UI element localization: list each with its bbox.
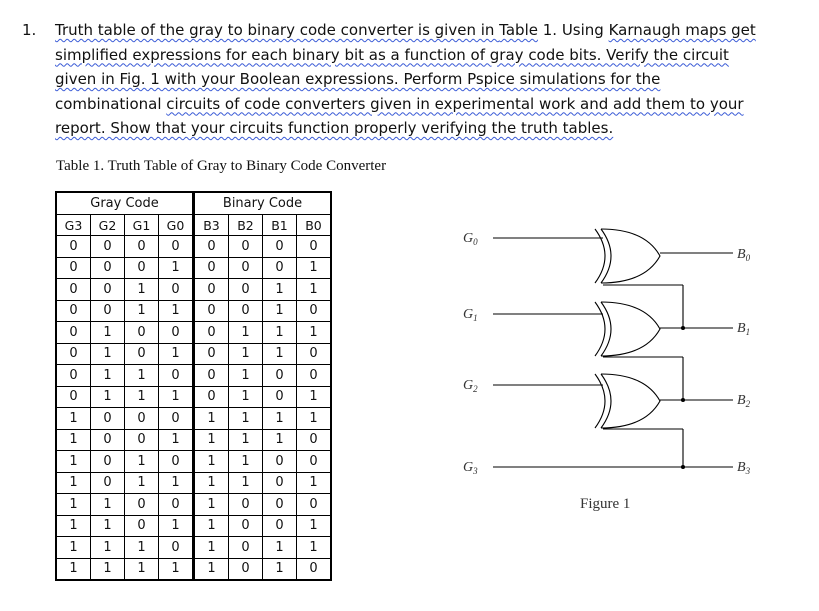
table-cell: 0 bbox=[125, 343, 159, 365]
table-cell: 1 bbox=[91, 365, 125, 387]
text-span: simplified expressions for each binary bit as a function of gray code bits. Verify the circuit bbox=[55, 45, 729, 64]
table-cell: 1 bbox=[159, 300, 194, 322]
table-cell: 1 bbox=[91, 386, 125, 408]
table-cell: 1 bbox=[159, 257, 194, 279]
table-cell: 0 bbox=[56, 322, 91, 344]
table-cell: 0 bbox=[297, 365, 332, 387]
table-cell: 0 bbox=[159, 365, 194, 387]
table-cell: 1 bbox=[56, 558, 91, 580]
table-cell: 0 bbox=[229, 515, 263, 537]
table-cell: 0 bbox=[56, 279, 91, 301]
table-cell: 1 bbox=[263, 343, 297, 365]
column-header: G0 bbox=[159, 215, 194, 236]
text-span: Karnaugh maps get bbox=[608, 21, 756, 39]
table-cell: 1 bbox=[297, 279, 332, 301]
column-header: B0 bbox=[297, 215, 332, 236]
table-cell: 1 bbox=[125, 451, 159, 473]
table-cell: 1 bbox=[229, 429, 263, 451]
table-cell: 1 bbox=[297, 386, 332, 408]
table-cell: 0 bbox=[91, 257, 125, 279]
table-cell: 1 bbox=[263, 322, 297, 344]
problem-line bbox=[55, 92, 805, 117]
table-cell: 1 bbox=[297, 472, 332, 494]
table-cell: 1 bbox=[125, 279, 159, 301]
table-cell: 0 bbox=[159, 236, 194, 258]
table-row bbox=[56, 257, 331, 279]
table-row bbox=[56, 515, 331, 537]
table-cell: 1 bbox=[194, 537, 229, 559]
problem-line bbox=[55, 116, 805, 141]
table-cell: 1 bbox=[159, 472, 194, 494]
text-span: given in Fig. 1 with your Boolean expressions. Perform Pspice simulations for the bbox=[55, 70, 661, 88]
table-cell: 1 bbox=[194, 494, 229, 516]
table-cell: 1 bbox=[263, 429, 297, 451]
table-cell: 0 bbox=[263, 472, 297, 494]
table-cell: 0 bbox=[194, 236, 229, 258]
figure-caption: Figure 1 bbox=[580, 496, 631, 512]
table-cell: 1 bbox=[56, 451, 91, 473]
table-cell: 1 bbox=[159, 429, 194, 451]
table-cell: 0 bbox=[125, 494, 159, 516]
table-cell: 1 bbox=[194, 515, 229, 537]
label-b3: $B_3$ bbox=[737, 460, 751, 476]
table-cell: 1 bbox=[56, 429, 91, 451]
table-cell: 0 bbox=[159, 279, 194, 301]
table-cell: 1 bbox=[56, 515, 91, 537]
table-cell: 1 bbox=[263, 558, 297, 580]
table-row bbox=[56, 322, 331, 344]
column-header: G3 bbox=[56, 215, 91, 236]
table-cell: 1 bbox=[159, 558, 194, 580]
table-cell: 0 bbox=[263, 236, 297, 258]
table-cell: 0 bbox=[125, 236, 159, 258]
table-cell: 1 bbox=[229, 408, 263, 430]
table-cell: 1 bbox=[229, 322, 263, 344]
table-cell: 1 bbox=[125, 558, 159, 580]
table-cell: 0 bbox=[159, 494, 194, 516]
table-cell: 1 bbox=[263, 279, 297, 301]
label-b2: $B_2$ bbox=[737, 393, 751, 409]
table-cell: 0 bbox=[229, 558, 263, 580]
table-cell: 0 bbox=[91, 236, 125, 258]
table-cell: 0 bbox=[263, 494, 297, 516]
table-cell: 0 bbox=[297, 558, 332, 580]
column-header: G1 bbox=[125, 215, 159, 236]
table-cell: 0 bbox=[125, 515, 159, 537]
table-cell: 0 bbox=[125, 408, 159, 430]
table-cell: 0 bbox=[194, 257, 229, 279]
table-cell: 0 bbox=[229, 279, 263, 301]
truth-table bbox=[55, 191, 332, 581]
table-row bbox=[56, 343, 331, 365]
text-span: Truth table of the gray to binary code converter is given in bbox=[55, 21, 500, 39]
table-cell: 0 bbox=[297, 236, 332, 258]
table-cell: 0 bbox=[56, 365, 91, 387]
table-row bbox=[56, 494, 331, 516]
xor-gate-0 bbox=[595, 229, 660, 283]
table-cell: 1 bbox=[194, 429, 229, 451]
xor-gate-2 bbox=[595, 374, 660, 428]
table-row bbox=[56, 236, 331, 258]
table-cell: 0 bbox=[263, 365, 297, 387]
table-cell: 0 bbox=[229, 236, 263, 258]
table-cell: 1 bbox=[297, 322, 332, 344]
table-cell: 1 bbox=[297, 537, 332, 559]
label-g0: $G_0$ bbox=[463, 231, 478, 247]
table-cell: 1 bbox=[91, 515, 125, 537]
table-cell: 0 bbox=[125, 429, 159, 451]
table-cell: 1 bbox=[91, 494, 125, 516]
table-cell: 0 bbox=[91, 300, 125, 322]
table-cell: 1 bbox=[125, 537, 159, 559]
table-cell: 1 bbox=[297, 515, 332, 537]
column-header: B3 bbox=[194, 215, 229, 236]
table-cell: 1 bbox=[159, 386, 194, 408]
table-cell: 0 bbox=[194, 365, 229, 387]
table-cell: 1 bbox=[159, 343, 194, 365]
table-cell: 0 bbox=[263, 451, 297, 473]
label-g3: $G_3$ bbox=[463, 460, 478, 476]
table-cell: 1 bbox=[91, 343, 125, 365]
table-row bbox=[56, 537, 331, 559]
table-row bbox=[56, 365, 331, 387]
table-cell: 1 bbox=[125, 365, 159, 387]
table-cell: 1 bbox=[263, 300, 297, 322]
table-cell: 1 bbox=[263, 408, 297, 430]
table-cell: 0 bbox=[91, 451, 125, 473]
gray-code-header: Gray Code bbox=[56, 192, 194, 215]
table-cell: 0 bbox=[125, 322, 159, 344]
text-span: circuits of code converters given in experimental work and add them to your bbox=[166, 94, 744, 113]
table-cell: 0 bbox=[229, 300, 263, 322]
table-cell: 0 bbox=[194, 279, 229, 301]
table-cell: 1 bbox=[194, 558, 229, 580]
table-cell: 1 bbox=[229, 451, 263, 473]
problem-number: 1. bbox=[22, 21, 37, 39]
table-row bbox=[56, 472, 331, 494]
table-cell: 1 bbox=[229, 472, 263, 494]
label-g1: $G_1$ bbox=[463, 307, 478, 323]
text-span: Table bbox=[499, 21, 538, 39]
table-cell: 0 bbox=[194, 343, 229, 365]
table-cell: 1 bbox=[125, 300, 159, 322]
table-cell: 0 bbox=[159, 408, 194, 430]
table-cell: 0 bbox=[56, 343, 91, 365]
problem-line bbox=[55, 43, 805, 68]
table-cell: 0 bbox=[229, 537, 263, 559]
table-row bbox=[56, 558, 331, 580]
table-cell: 0 bbox=[56, 300, 91, 322]
table-cell: 1 bbox=[263, 537, 297, 559]
table-cell: 1 bbox=[56, 494, 91, 516]
text-span: combinational bbox=[55, 94, 167, 113]
table-cell: 0 bbox=[159, 537, 194, 559]
table-cell: 1 bbox=[297, 408, 332, 430]
label-b0: $B_0$ bbox=[737, 247, 751, 263]
column-header: G2 bbox=[91, 215, 125, 236]
table-cell: 1 bbox=[125, 472, 159, 494]
table-row bbox=[56, 386, 331, 408]
table-cell: 0 bbox=[194, 300, 229, 322]
table-cell: 1 bbox=[229, 343, 263, 365]
table-cell: 0 bbox=[56, 236, 91, 258]
table-cell: 0 bbox=[297, 494, 332, 516]
table-cell: 1 bbox=[125, 386, 159, 408]
table-cell: 1 bbox=[56, 408, 91, 430]
table-cell: 0 bbox=[56, 386, 91, 408]
table-cell: 1 bbox=[56, 537, 91, 559]
text-span: 1. Using bbox=[537, 21, 609, 39]
table-cell: 1 bbox=[194, 451, 229, 473]
xor-chain bbox=[493, 229, 733, 469]
table-cell: 0 bbox=[56, 257, 91, 279]
table-cell: 0 bbox=[159, 322, 194, 344]
binary-code-header: Binary Code bbox=[194, 192, 332, 215]
table-cell: 1 bbox=[194, 408, 229, 430]
xor-gate-1 bbox=[595, 302, 660, 356]
table-cell: 0 bbox=[91, 408, 125, 430]
problem-line bbox=[55, 18, 805, 43]
table-cell: 1 bbox=[229, 365, 263, 387]
label-g2: $G_2$ bbox=[463, 378, 478, 394]
table-row bbox=[56, 408, 331, 430]
table-cell: 0 bbox=[91, 429, 125, 451]
table-cell: 1 bbox=[297, 257, 332, 279]
column-header-row bbox=[56, 215, 331, 236]
table-cell: 1 bbox=[56, 472, 91, 494]
table-cell: 0 bbox=[229, 494, 263, 516]
table-cell: 0 bbox=[297, 300, 332, 322]
table-cell: 0 bbox=[263, 386, 297, 408]
table-cell: 0 bbox=[194, 322, 229, 344]
table-cell: 1 bbox=[229, 386, 263, 408]
table-caption: Table 1. Truth Table of Gray to Binary Code Converter bbox=[56, 158, 387, 174]
text-span: report. Show that your circuits function properly verifying the truth tables. bbox=[55, 119, 614, 137]
table-cell: 0 bbox=[263, 515, 297, 537]
table-row bbox=[56, 451, 331, 473]
table-cell: 0 bbox=[194, 386, 229, 408]
table-row bbox=[56, 279, 331, 301]
table-cell: 0 bbox=[297, 451, 332, 473]
column-header: B2 bbox=[229, 215, 263, 236]
table-cell: 0 bbox=[297, 343, 332, 365]
table-cell: 0 bbox=[125, 257, 159, 279]
table-cell: 0 bbox=[297, 429, 332, 451]
table-cell: 1 bbox=[91, 322, 125, 344]
table-cell: 0 bbox=[229, 257, 263, 279]
column-header: B1 bbox=[263, 215, 297, 236]
problem-text bbox=[55, 18, 805, 141]
table-row bbox=[56, 300, 331, 322]
problem-line bbox=[55, 67, 805, 92]
circuit-diagram bbox=[455, 220, 775, 520]
table-row bbox=[56, 429, 331, 451]
table-cell: 0 bbox=[263, 257, 297, 279]
table-cell: 1 bbox=[91, 558, 125, 580]
table-cell: 1 bbox=[91, 537, 125, 559]
table-cell: 0 bbox=[91, 472, 125, 494]
table-cell: 0 bbox=[159, 451, 194, 473]
table-cell: 1 bbox=[159, 515, 194, 537]
label-b1: $B_1$ bbox=[737, 321, 751, 337]
table-cell: 1 bbox=[194, 472, 229, 494]
table-cell: 0 bbox=[91, 279, 125, 301]
